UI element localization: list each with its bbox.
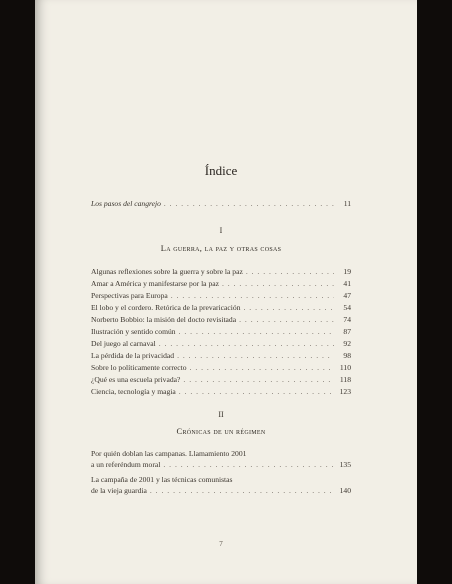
toc-entry-page: 19 [343, 267, 351, 276]
toc-entry-page: 98 [343, 351, 351, 360]
section-heading: La guerra, la paz y otras cosas [160, 243, 282, 253]
toc-entry-label-line2: a un referéndum moral [91, 460, 161, 469]
leader-dots [177, 352, 334, 360]
toc-entry-label: Sobre lo políticamente correcto [91, 363, 187, 372]
leader-dots [222, 280, 334, 288]
toc-entry-page: 140 [339, 486, 351, 495]
page-number: 7 [219, 540, 223, 548]
table-of-contents [91, 0, 351, 584]
toc-entry [91, 376, 351, 384]
leader-dots [159, 340, 334, 348]
toc-entry-page: 118 [339, 375, 351, 384]
leader-dots [171, 292, 334, 300]
toc-entry-page: 41 [343, 279, 351, 288]
leader-dots [164, 200, 334, 208]
leader-dots [246, 268, 334, 276]
toc-entry-label-line1: Por quién doblan las campanas. Llamamiento 2001 [91, 449, 247, 458]
toc-entry-label: Del juego al carnaval [91, 339, 156, 348]
toc-entry-label: Ilustración y sentido común [91, 327, 176, 336]
toc-entry-page: 74 [343, 315, 351, 324]
toc-entry-label: Amar a América y manifestarse por la paz [91, 279, 219, 288]
toc-entry [91, 461, 351, 469]
toc-entry-page: 92 [343, 339, 351, 348]
toc-entry-label-line2: de la vieja guardia [91, 486, 147, 495]
section-heading: Crónicas de un régimen [176, 426, 266, 436]
leader-dots [179, 388, 334, 396]
toc-entry-page: 123 [339, 387, 351, 396]
toc-entry-intro [91, 200, 351, 208]
toc-entry [91, 352, 351, 360]
toc-entry-label: Algunas reflexiones sobre la guerra y sobre la paz [91, 267, 243, 276]
leader-dots [239, 316, 334, 324]
toc-entry-label: El lobo y el cordero. Retórica de la prevaricación [91, 303, 241, 312]
toc-entry-page: 110 [339, 363, 351, 372]
leader-dots [179, 328, 334, 336]
part-numeral: I [219, 226, 223, 235]
toc-entry [91, 268, 351, 276]
leader-dots [183, 376, 334, 384]
toc-entry [91, 316, 351, 324]
toc-entry-page: 47 [343, 291, 351, 300]
toc-entry-label: Los pasos del cangrejo [91, 199, 161, 208]
toc-entry-label: Ciencia, tecnología y magia [91, 387, 176, 396]
toc-entry [91, 280, 351, 288]
leader-dots [244, 304, 335, 312]
toc-entry-label: La pérdida de la privacidad [91, 351, 175, 360]
toc-entry [91, 328, 351, 336]
toc-entry-page: 87 [343, 327, 351, 336]
toc-entry-page: 135 [339, 460, 351, 469]
toc-entry [91, 487, 351, 495]
toc-entry [91, 292, 351, 300]
toc-entry-page: 54 [343, 303, 351, 312]
toc-entry [91, 340, 351, 348]
book-page [35, 0, 417, 584]
toc-entry-label-line1: La campaña de 2001 y las técnicas comunistas [91, 475, 233, 484]
page-title: Índice [204, 163, 238, 178]
toc-entry-page: 11 [343, 199, 351, 208]
part-numeral: II [218, 410, 224, 419]
leader-dots [190, 364, 334, 372]
toc-entry [91, 364, 351, 372]
toc-entry-label: Perspectivas para Europa [91, 291, 168, 300]
toc-entry [91, 304, 351, 312]
toc-entry-label: Norberto Bobbio: la misión del docto revisitada [91, 315, 237, 324]
leader-dots [163, 461, 334, 469]
toc-entry-label: ¿Qué es una escuela privada? [91, 375, 181, 384]
leader-dots [150, 487, 334, 495]
toc-entry [91, 388, 351, 396]
